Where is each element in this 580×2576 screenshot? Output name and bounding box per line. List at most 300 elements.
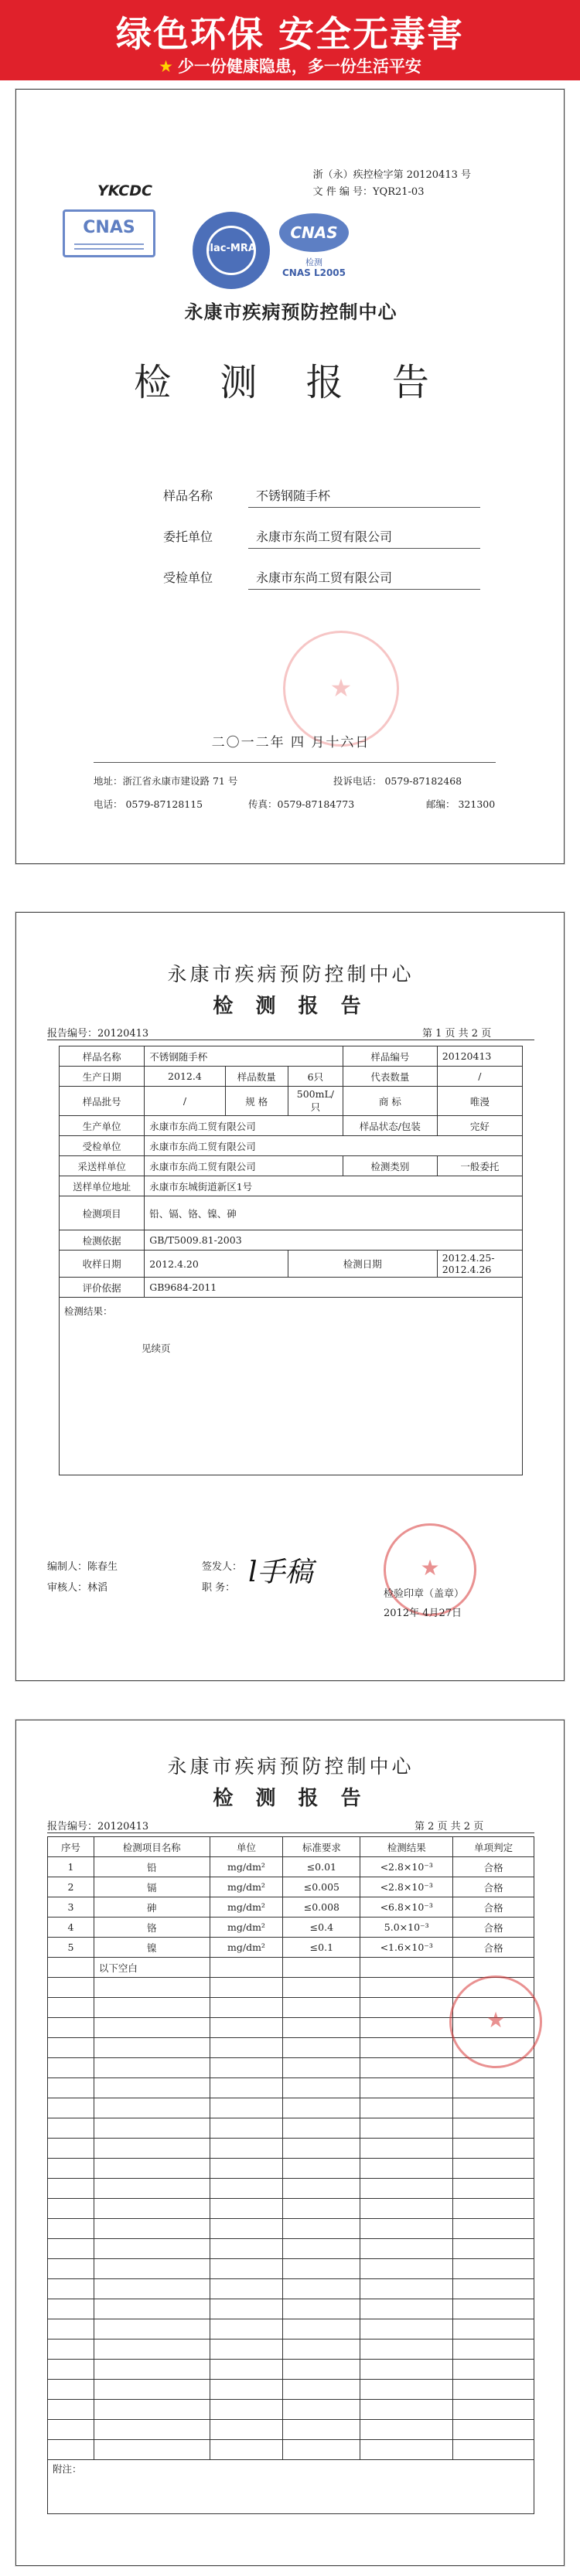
table-cell — [94, 2380, 210, 2400]
table-row — [48, 2360, 534, 2380]
table-cell — [283, 1978, 360, 1998]
table-cell: 商 标 — [343, 1087, 437, 1116]
table-cell: mg/dm² — [210, 1918, 283, 1938]
table-cell — [210, 1958, 283, 1978]
table-cell: 永康市东尚工贸有限公司 — [145, 1116, 343, 1136]
table-cell: 5.0×10⁻³ — [360, 1918, 453, 1938]
table-cell — [48, 2420, 94, 2440]
table-cell — [283, 2219, 360, 2239]
table-cell — [94, 2279, 210, 2299]
table-row — [60, 1298, 523, 1475]
page1-organization: 永康市疾病预防控制中心 — [167, 963, 415, 985]
table-cell — [94, 1998, 210, 2018]
table-row — [48, 1857, 534, 1877]
blank-note: 以下空白 — [94, 1958, 210, 1978]
table-cell — [453, 2339, 534, 2360]
table-row — [60, 1176, 523, 1196]
cover-row-value: 不锈钢随手杯 — [248, 486, 480, 508]
table-cell: 不锈钢随手杯 — [145, 1046, 343, 1067]
table-row — [60, 1251, 523, 1278]
footnote-cell — [48, 2460, 534, 2514]
table-cell — [453, 2420, 534, 2440]
seal-star-icon: ★ — [329, 673, 353, 703]
table-cell: 评价依据 — [60, 1278, 145, 1298]
table-row — [48, 2199, 534, 2219]
table-cell — [360, 2118, 453, 2139]
table-cell — [94, 2400, 210, 2420]
table-cell: 2012.4.25-2012.4.26 — [437, 1251, 522, 1278]
table-cell — [453, 2098, 534, 2118]
table-cell — [94, 2319, 210, 2339]
table-cell: <1.6×10⁻³ — [360, 1938, 453, 1958]
table-cell — [283, 2239, 360, 2259]
table-cell: 2012.4 — [145, 1067, 225, 1087]
table-row — [48, 2159, 534, 2179]
table-cell: 唯漫 — [437, 1087, 522, 1116]
table-cell: 铅、镉、铬、镍、砷 — [145, 1196, 523, 1230]
cover-row-client — [163, 521, 488, 552]
table-cell — [210, 1978, 283, 1998]
table-cell: ≤0.4 — [283, 1918, 360, 1938]
table-cell — [48, 2339, 94, 2360]
table-cell: 永康市东尚工贸有限公司 — [145, 1136, 523, 1156]
table-cell — [453, 2360, 534, 2380]
cover-row-sample — [163, 480, 488, 511]
table-cell — [94, 2078, 210, 2098]
table-cell — [283, 1958, 360, 1978]
table-row — [60, 1230, 523, 1251]
page1-info-table — [59, 1046, 523, 1475]
table-cell — [48, 2440, 94, 2460]
table-cell — [210, 2199, 283, 2219]
table-cell: 20120413 — [437, 1046, 522, 1067]
table-cell — [453, 2139, 534, 2159]
table-cell: 生产日期 — [60, 1067, 145, 1087]
table-cell — [360, 2239, 453, 2259]
cnas-lab-logo — [279, 213, 349, 283]
table-row — [48, 2259, 534, 2279]
page2-title: 检 测 报 告 — [213, 1787, 369, 1810]
banner-subtitle — [0, 54, 580, 77]
table-cell — [453, 2219, 534, 2239]
table-cell — [453, 2199, 534, 2219]
table-cell — [48, 2239, 94, 2259]
table-cell — [48, 2380, 94, 2400]
table-cell — [453, 1958, 534, 1978]
cnas-oval-text: CNAS — [279, 213, 349, 252]
table-cell — [210, 2360, 283, 2380]
table-cell — [453, 2440, 534, 2460]
cnas-stamp-text: CNAS — [83, 218, 135, 237]
page2-seal — [449, 1975, 542, 2068]
table-cell: 样品状态/包装 — [343, 1116, 437, 1136]
table-header-row — [48, 1837, 534, 1857]
table-row — [60, 1046, 523, 1067]
table-cell: ≤0.1 — [283, 1938, 360, 1958]
table-cell — [94, 2299, 210, 2319]
table-header-cell: 检测项目名称 — [94, 1837, 210, 1857]
table-cell — [360, 2018, 453, 2038]
handwritten-signature: l手稿 — [248, 1557, 313, 1588]
footer-tel: 电话： 0579-87128115 — [94, 798, 203, 810]
table-cell — [283, 2139, 360, 2159]
table-cell: <2.8×10⁻³ — [360, 1857, 453, 1877]
table-cell — [48, 1978, 94, 1998]
table-row — [48, 2239, 534, 2259]
table-cell — [94, 2139, 210, 2159]
table-cell — [360, 2159, 453, 2179]
table-cell — [94, 2179, 210, 2199]
table-cell: 检测依据 — [60, 1230, 145, 1251]
footer-complaint-tel: 投诉电话： 0579-87182468 — [333, 775, 462, 787]
table-cell — [360, 2299, 453, 2319]
table-cell — [210, 2440, 283, 2460]
table-header-cell: 序号 — [48, 1837, 94, 1857]
table-cell — [360, 2420, 453, 2440]
report-page-1 — [15, 912, 565, 1681]
table-cell — [360, 1958, 453, 1978]
table-row — [48, 2279, 534, 2299]
table-cell — [283, 2078, 360, 2098]
table-cell: 代表数量 — [343, 1067, 437, 1087]
table-cell — [453, 2380, 534, 2400]
table-cell: 5 — [48, 1938, 94, 1958]
table-cell — [210, 2038, 283, 2058]
table-cell — [360, 2400, 453, 2420]
table-cell: 样品名称 — [60, 1046, 145, 1067]
table-cell — [453, 2279, 534, 2299]
table-cell: 合格 — [453, 1897, 534, 1918]
table-row — [48, 1918, 534, 1938]
table-cell — [210, 1998, 283, 2018]
table-row — [48, 1897, 534, 1918]
page2-report-number: 报告编号：20120413 — [47, 1821, 149, 1832]
table-cell: 样品数量 — [225, 1067, 288, 1087]
table-cell: mg/dm² — [210, 1877, 283, 1897]
table-cell: 合格 — [453, 1877, 534, 1897]
issue-date: 二〇一二年 四 月十六日 — [211, 735, 370, 750]
table-cell — [210, 2179, 283, 2199]
table-cell — [283, 1998, 360, 2018]
table-cell — [94, 2339, 210, 2360]
table-cell: 完好 — [437, 1116, 522, 1136]
cnas-stamp-lines — [65, 241, 153, 256]
table-row — [48, 2319, 534, 2339]
table-row — [48, 1938, 534, 1958]
table-row — [48, 2400, 534, 2420]
report-cover-page — [15, 89, 565, 864]
cnas-stamp-logo — [63, 209, 155, 257]
seal-label: 检验印章（盖章） — [384, 1588, 465, 1600]
table-cell — [210, 2279, 283, 2299]
table-cell: 合格 — [453, 1918, 534, 1938]
table-cell — [283, 2199, 360, 2219]
table-cell — [210, 2018, 283, 2038]
table-row — [48, 2219, 534, 2239]
table-cell — [94, 2259, 210, 2279]
table-cell — [210, 2299, 283, 2319]
reference-block — [313, 167, 471, 201]
table-row — [60, 1156, 523, 1176]
table-cell — [210, 2259, 283, 2279]
table-cell — [453, 2319, 534, 2339]
table-row — [60, 1116, 523, 1136]
table-cell — [94, 2440, 210, 2460]
table-cell — [210, 2380, 283, 2400]
table-cell — [283, 2339, 360, 2360]
table-cell: ≤0.008 — [283, 1897, 360, 1918]
table-cell: / — [145, 1087, 225, 1116]
table-cell: 样品编号 — [343, 1046, 437, 1067]
table-cell — [48, 2319, 94, 2339]
table-cell — [94, 1978, 210, 1998]
table-header-cell: 检测结果 — [360, 1837, 453, 1857]
table-header-cell: 单项判定 — [453, 1837, 534, 1857]
table-cell — [360, 2098, 453, 2118]
document-number: 文 件 编 号：YQR21-03 — [312, 186, 425, 198]
table-cell: mg/dm² — [210, 1938, 283, 1958]
table-cell — [360, 2219, 453, 2239]
table-cell: 送样单位地址 — [60, 1176, 145, 1196]
page1-page-number: 第 1 页 共 2 页 — [422, 1028, 492, 1040]
cover-row-label: 受检单位 — [163, 570, 213, 585]
cnas-lab-sub: 检测 — [305, 257, 322, 267]
table-cell — [453, 2118, 534, 2139]
official-seal — [283, 631, 399, 747]
table-cell — [48, 2139, 94, 2159]
table-cell: 样品批号 — [60, 1087, 145, 1116]
table-row — [48, 2139, 534, 2159]
table-cell — [360, 2038, 453, 2058]
table-cell — [48, 2179, 94, 2199]
table-cell — [453, 2078, 534, 2098]
table-cell: 合格 — [453, 1938, 534, 1958]
table-row — [48, 2058, 534, 2078]
table-cell: ≤0.01 — [283, 1857, 360, 1877]
table-cell — [48, 1998, 94, 2018]
table-cell — [360, 2179, 453, 2199]
table-cell — [360, 2259, 453, 2279]
table-cell — [94, 2098, 210, 2118]
table-row — [60, 1067, 523, 1087]
table-cell — [283, 2018, 360, 2038]
table-cell — [453, 2299, 534, 2319]
table-cell — [360, 2139, 453, 2159]
table-cell — [283, 2319, 360, 2339]
table-cell: / — [437, 1067, 522, 1087]
table-row — [60, 1087, 523, 1116]
table-row — [60, 1136, 523, 1156]
table-row — [60, 1278, 523, 1298]
table-cell — [283, 2279, 360, 2299]
table-cell — [360, 2360, 453, 2380]
table-cell: 2 — [48, 1877, 94, 1897]
table-cell — [283, 2179, 360, 2199]
cover-row-label: 样品名称 — [163, 488, 213, 503]
table-cell: 镍 — [94, 1938, 210, 1958]
table-cell: 采送样单位 — [60, 1156, 145, 1176]
table-cell — [283, 2118, 360, 2139]
table-cell — [283, 2259, 360, 2279]
table-row — [48, 2179, 534, 2199]
table-cell: 镉 — [94, 1877, 210, 1897]
table-cell — [94, 2199, 210, 2219]
table-cell: 检测日期 — [288, 1251, 437, 1278]
table-row — [48, 1877, 534, 1897]
table-cell — [360, 2440, 453, 2460]
table-cell: 500mL/只 — [288, 1087, 343, 1116]
table-cell — [210, 2219, 283, 2239]
table-row — [48, 2440, 534, 2460]
table-cell: 规 格 — [225, 1087, 288, 1116]
table-row — [48, 2078, 534, 2098]
table-cell — [48, 2279, 94, 2299]
page2-page-number: 第 2 页 共 2 页 — [415, 1821, 484, 1832]
table-cell — [360, 2058, 453, 2078]
footer-divider — [94, 762, 496, 763]
cover-row-label: 委托单位 — [163, 529, 213, 544]
position-label: 职 务： — [202, 1582, 236, 1594]
table-row — [48, 2118, 534, 2139]
seal-star-icon: ★ — [420, 1555, 440, 1581]
footer-postcode: 邮编： 321300 — [426, 798, 496, 810]
table-cell — [283, 2159, 360, 2179]
table-cell — [283, 2360, 360, 2380]
table-cell: 一般委托 — [437, 1156, 522, 1176]
report-title: 检 测 报 告 — [134, 361, 448, 404]
table-cell — [210, 2239, 283, 2259]
page1-title: 检 测 报 告 — [213, 995, 369, 1018]
table-header-cell: 单位 — [210, 1837, 283, 1857]
page2-rule — [47, 1832, 534, 1833]
table-cell: 合格 — [453, 1857, 534, 1877]
compiler-label: 编制人：陈春生 — [47, 1561, 118, 1573]
table-cell — [283, 2440, 360, 2460]
banner-title: 绿色环保 安全无毒害 — [115, 13, 464, 55]
table-row — [48, 2420, 534, 2440]
table-cell: mg/dm² — [210, 1857, 283, 1877]
table-cell — [48, 2360, 94, 2380]
table-header-cell: 标准要求 — [283, 1837, 360, 1857]
table-cell — [360, 2279, 453, 2299]
results-table — [47, 1836, 534, 2514]
table-cell — [48, 2219, 94, 2239]
table-cell — [48, 1958, 94, 1978]
table-row — [48, 1958, 534, 1978]
table-cell — [48, 2098, 94, 2118]
table-cell: 永康市东城街道新区1号 — [145, 1176, 523, 1196]
banner-subtitle-text: 少一份健康隐患，多一份生活平安 — [177, 57, 421, 76]
table-cell — [210, 2159, 283, 2179]
table-cell — [453, 2239, 534, 2259]
stamp-lines-icon — [70, 241, 148, 254]
table-cell: 铅 — [94, 1857, 210, 1877]
table-cell: 生产单位 — [60, 1116, 145, 1136]
table-cell: <6.8×10⁻³ — [360, 1897, 453, 1918]
results-cell — [60, 1298, 523, 1475]
table-row — [48, 2339, 534, 2360]
table-cell — [360, 2339, 453, 2360]
table-row — [60, 1196, 523, 1230]
table-cell — [210, 2058, 283, 2078]
table-cell — [94, 2159, 210, 2179]
table-cell — [48, 2400, 94, 2420]
footnote-label: 附注： — [53, 2463, 82, 2475]
page1-report-number: 报告编号：20120413 — [47, 1028, 149, 1040]
table-cell — [360, 2078, 453, 2098]
table-cell: 受检单位 — [60, 1136, 145, 1156]
table-cell — [360, 1978, 453, 1998]
promo-banner — [0, 0, 580, 80]
table-cell: 收样日期 — [60, 1251, 145, 1278]
table-cell — [48, 2159, 94, 2179]
table-cell — [94, 2420, 210, 2440]
table-cell — [94, 2018, 210, 2038]
table-cell: GB/T5009.81-2003 — [145, 1230, 523, 1251]
cover-row-value: 永康市东尚工贸有限公司 — [248, 568, 480, 590]
table-cell: ≤0.005 — [283, 1877, 360, 1897]
organization-name: 永康市疾病预防控制中心 — [184, 301, 397, 323]
table-cell: 检测类别 — [343, 1156, 437, 1176]
table-cell — [48, 2259, 94, 2279]
table-cell — [360, 2199, 453, 2219]
table-cell — [48, 2078, 94, 2098]
table-cell — [48, 2038, 94, 2058]
table-cell: 3 — [48, 1897, 94, 1918]
page2-organization: 永康市疾病预防控制中心 — [167, 1755, 415, 1778]
table-cell — [94, 2219, 210, 2239]
table-cell — [48, 2299, 94, 2319]
table-cell — [210, 2139, 283, 2159]
footer-address: 地址：浙江省永康市建设路 71 号 — [94, 775, 238, 787]
table-row — [48, 2098, 534, 2118]
table-cell — [210, 2339, 283, 2360]
table-cell — [453, 2179, 534, 2199]
cover-row-inspected — [163, 562, 488, 593]
results-label: 检测结果： — [64, 1305, 113, 1317]
table-cell — [48, 2058, 94, 2078]
table-cell: 2012.4.20 — [145, 1251, 288, 1278]
table-cell — [360, 1998, 453, 2018]
table-cell: 永康市东尚工贸有限公司 — [145, 1156, 343, 1176]
table-cell: 检测项目 — [60, 1196, 145, 1230]
table-cell — [210, 2400, 283, 2420]
table-cell — [453, 2159, 534, 2179]
table-cell: <2.8×10⁻³ — [360, 1877, 453, 1897]
table-cell: 4 — [48, 1918, 94, 1938]
table-row — [48, 2460, 534, 2514]
table-cell — [210, 2098, 283, 2118]
table-cell — [283, 2299, 360, 2319]
table-cell: mg/dm² — [210, 1897, 283, 1918]
table-cell — [48, 2118, 94, 2139]
table-cell: 1 — [48, 1857, 94, 1877]
report-page-2 — [15, 1720, 565, 2566]
table-cell — [360, 2319, 453, 2339]
table-cell — [48, 2199, 94, 2219]
table-cell — [283, 2420, 360, 2440]
table-cell — [283, 2380, 360, 2400]
ilac-logo-text: ilac-MRA — [206, 243, 256, 254]
inspection-seal — [384, 1523, 476, 1616]
reviewer-label: 审核人：林滔 — [47, 1582, 108, 1594]
reference-number: 浙（永）疾控检字第 20120413 号 — [312, 169, 471, 181]
table-cell — [94, 2360, 210, 2380]
seal-date: 2012年 4月27日 — [384, 1608, 462, 1619]
star-icon: ★ — [159, 57, 173, 76]
table-cell — [210, 2118, 283, 2139]
table-cell — [94, 2239, 210, 2259]
